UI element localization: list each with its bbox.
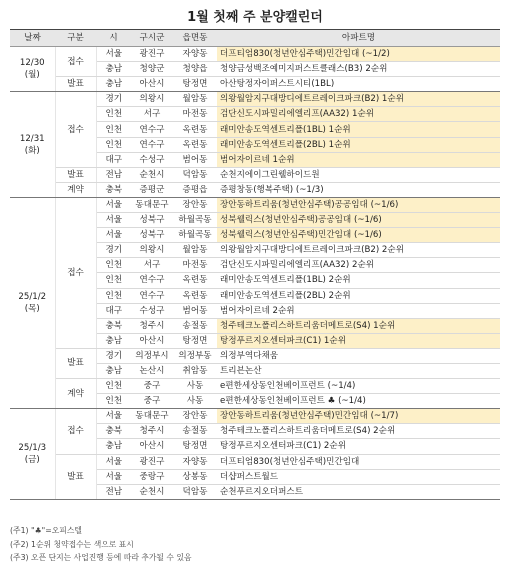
town-cell: 범어동 [173, 303, 217, 318]
town-cell: 취암동 [173, 363, 217, 378]
table-header-row [10, 30, 500, 47]
town-cell: 송절동 [173, 424, 217, 439]
district-cell: 연수구 [131, 288, 173, 303]
town-cell: 송절동 [173, 318, 217, 333]
district-cell: 의정부시 [131, 348, 173, 363]
city-cell: 충남 [96, 439, 131, 454]
town-cell: 상봉동 [173, 469, 217, 484]
category-cell: 발표 [55, 454, 96, 499]
town-cell: 하월곡동 [173, 228, 217, 243]
category-cell: 계약 [55, 182, 96, 197]
table-row [10, 182, 500, 197]
city-cell: 경기 [96, 348, 131, 363]
town-cell: 옥련동 [173, 288, 217, 303]
category-cell: 접수 [55, 92, 96, 167]
town-cell: 사동 [173, 379, 217, 394]
district-cell: 아산시 [131, 439, 173, 454]
city-cell: 충남 [96, 62, 131, 77]
table-row [10, 454, 500, 469]
category-cell: 발표 [55, 167, 96, 182]
city-cell: 서울 [96, 409, 131, 424]
city-cell: 충북 [96, 182, 131, 197]
apartment-name-cell: 장안동하트리움(청년안심주택)공공임대 (~1/6) [217, 197, 500, 212]
city-cell: 경기 [96, 92, 131, 107]
district-cell: 청양군 [131, 62, 173, 77]
apartment-name-cell: 청주테크노폴리스하트리움더메트로(S4) 2순위 [217, 424, 500, 439]
apartment-name-cell: 순천푸르지오더퍼스트 [217, 484, 500, 499]
district-cell: 청주시 [131, 424, 173, 439]
city-cell: 서울 [96, 228, 131, 243]
table-row [10, 47, 500, 62]
apartment-name-cell: 범어자이르네 2순위 [217, 303, 500, 318]
category-cell: 접수 [55, 409, 96, 454]
apartment-name-cell: e편한세상동인천베이프런트 (~1/4) [217, 379, 500, 394]
apartment-name-cell: 탕정푸르지오센터파크(C1) 2순위 [217, 439, 500, 454]
city-cell: 인천 [96, 394, 131, 409]
district-cell: 청주시 [131, 318, 173, 333]
date-cell: 25/1/2 (목) [10, 197, 55, 408]
apartment-name-cell: 성북웰릭스(청년안심주택)민간임대 (~1/6) [217, 228, 500, 243]
city-cell: 전남 [96, 484, 131, 499]
category-cell: 발표 [55, 77, 96, 92]
city-cell: 인천 [96, 379, 131, 394]
district-cell: 아산시 [131, 333, 173, 348]
town-cell: 자양동 [173, 47, 217, 62]
city-cell: 인천 [96, 258, 131, 273]
district-cell: 성북구 [131, 228, 173, 243]
apartment-name-cell: 더프티엄830(청년안심주택)민간임대 [217, 454, 500, 469]
table-row [10, 92, 500, 107]
city-cell: 서울 [96, 469, 131, 484]
town-cell: 사동 [173, 394, 217, 409]
town-cell: 덕암동 [173, 484, 217, 499]
apartment-name-cell: 래미안송도역센트리폴(1BL) 2순위 [217, 273, 500, 288]
town-cell: 마전동 [173, 258, 217, 273]
apartment-name-cell: 청양금성백조예미지퍼스트클래스(B3) 2순위 [217, 62, 500, 77]
table-body [10, 47, 500, 500]
apartment-name-cell: 아산탕정자이퍼스트시티(1BL) [217, 77, 500, 92]
town-cell: 청양읍 [173, 62, 217, 77]
district-cell: 서구 [131, 107, 173, 122]
town-cell: 장안동 [173, 197, 217, 212]
town-cell: 덕암동 [173, 167, 217, 182]
district-cell: 순천시 [131, 167, 173, 182]
apartment-name-cell: 청주테크노폴리스하트리움더메트로(S4) 1순위 [217, 318, 500, 333]
apartment-name-cell: 순천지에이그린웰하이드원 [217, 167, 500, 182]
apartment-name-cell: 래미안송도역센트리폴(2BL) 2순위 [217, 288, 500, 303]
table-row [10, 409, 500, 424]
apartment-name-cell: e편한세상동인천베이프런트 ♣ (~1/4) [217, 394, 500, 409]
city-cell: 인천 [96, 107, 131, 122]
town-cell: 탕정면 [173, 77, 217, 92]
apartment-name-cell: 증평창동(행복주택) (~1/3) [217, 182, 500, 197]
town-cell: 월암동 [173, 92, 217, 107]
apartment-name-cell: 검단신도시파밀리에엘리프(AA32) 1순위 [217, 107, 500, 122]
apartment-name-cell: 성북웰릭스(청년안심주택)공공임대 (~1/6) [217, 213, 500, 228]
city-cell: 전남 [96, 167, 131, 182]
header-date: 날짜 [10, 30, 55, 47]
district-cell: 동대문구 [131, 409, 173, 424]
city-cell: 충남 [96, 363, 131, 378]
header-district: 구시군 [131, 30, 173, 47]
district-cell: 광진구 [131, 454, 173, 469]
city-cell: 충북 [96, 424, 131, 439]
city-cell: 서울 [96, 213, 131, 228]
header-apartment: 아파트명 [217, 30, 500, 47]
town-cell: 범어동 [173, 152, 217, 167]
district-cell: 중구 [131, 394, 173, 409]
district-cell: 연수구 [131, 122, 173, 137]
table-row [10, 197, 500, 212]
city-cell: 충북 [96, 318, 131, 333]
footnote: (주3) 오픈 단지는 사업진행 등에 따라 추가될 수 있음 [10, 553, 192, 563]
district-cell: 성북구 [131, 213, 173, 228]
district-cell: 연수구 [131, 137, 173, 152]
district-cell: 서구 [131, 258, 173, 273]
page-title: 1월 첫째 주 분양캘린더 [187, 10, 323, 25]
apartment-name-cell: 더샵퍼스트월드 [217, 469, 500, 484]
apartment-name-cell: 래미안송도역센트리폴(2BL) 1순위 [217, 137, 500, 152]
city-cell: 충남 [96, 333, 131, 348]
footnote: (주2) 1순위 청약접수는 색으로 표시 [10, 539, 134, 549]
town-cell: 월암동 [173, 243, 217, 258]
category-cell: 접수 [55, 47, 96, 77]
city-cell: 서울 [96, 454, 131, 469]
apartment-name-cell: 트리븐논산 [217, 363, 500, 378]
district-cell: 중랑구 [131, 469, 173, 484]
district-cell: 증평군 [131, 182, 173, 197]
subscription-calendar-table [10, 29, 500, 500]
table-row [10, 77, 500, 92]
apartment-name-cell: 범어자이르네 1순위 [217, 152, 500, 167]
town-cell: 마전동 [173, 107, 217, 122]
footnotes [10, 524, 500, 565]
district-cell: 순천시 [131, 484, 173, 499]
city-cell: 서울 [96, 47, 131, 62]
date-cell: 12/30 (월) [10, 47, 55, 92]
header-category: 구분 [55, 30, 96, 47]
town-cell: 탕정면 [173, 333, 217, 348]
town-cell: 의정부동 [173, 348, 217, 363]
apartment-name-cell: 의왕월암지구대방디에트르레이크파크(B2) 1순위 [217, 92, 500, 107]
apartment-name-cell: 의왕월암지구대방디에트르레이크파크(B2) 2순위 [217, 243, 500, 258]
city-cell: 인천 [96, 273, 131, 288]
apartment-name-cell: 의정부역다채움 [217, 348, 500, 363]
city-cell: 인천 [96, 288, 131, 303]
town-cell: 하월곡동 [173, 213, 217, 228]
district-cell: 연수구 [131, 273, 173, 288]
header-city: 시 [96, 30, 131, 47]
city-cell: 대구 [96, 152, 131, 167]
district-cell: 수성구 [131, 152, 173, 167]
district-cell: 아산시 [131, 77, 173, 92]
apartment-name-cell: 검단신도시파밀리에엘리프(AA32) 2순위 [217, 258, 500, 273]
town-cell: 탕정면 [173, 439, 217, 454]
apartment-name-cell: 래미안송도역센트리폴(1BL) 1순위 [217, 122, 500, 137]
town-cell: 옥련동 [173, 122, 217, 137]
category-cell: 계약 [55, 379, 96, 409]
town-cell: 장안동 [173, 409, 217, 424]
town-cell: 옥련동 [173, 273, 217, 288]
table-row [10, 167, 500, 182]
city-cell: 대구 [96, 303, 131, 318]
footnote: (주1) "♣"=오피스텔 [10, 526, 82, 535]
header-town: 읍면동 [173, 30, 217, 47]
city-cell: 인천 [96, 122, 131, 137]
town-cell: 자양동 [173, 454, 217, 469]
date-cell: 12/31 (화) [10, 92, 55, 198]
city-cell: 인천 [96, 137, 131, 152]
district-cell: 동대문구 [131, 197, 173, 212]
city-cell: 서울 [96, 197, 131, 212]
apartment-name-cell: 장안동하트리움(청년안심주택)민간임대 (~1/7) [217, 409, 500, 424]
town-cell: 옥련동 [173, 137, 217, 152]
table-row [10, 348, 500, 363]
district-cell: 광진구 [131, 47, 173, 62]
table-row [10, 379, 500, 394]
district-cell: 논산시 [131, 363, 173, 378]
district-cell: 수성구 [131, 303, 173, 318]
category-cell: 접수 [55, 197, 96, 348]
category-cell: 발표 [55, 348, 96, 378]
district-cell: 의왕시 [131, 92, 173, 107]
city-cell: 경기 [96, 243, 131, 258]
apartment-name-cell: 더프티엄830(청년안심주택)민간임대 (~1/2) [217, 47, 500, 62]
city-cell: 충남 [96, 77, 131, 92]
district-cell: 의왕시 [131, 243, 173, 258]
district-cell: 중구 [131, 379, 173, 394]
date-cell: 25/1/3 (금) [10, 409, 55, 500]
apartment-name-cell: 탕정푸르지오센터파크(C1) 1순위 [217, 333, 500, 348]
town-cell: 증평읍 [173, 182, 217, 197]
